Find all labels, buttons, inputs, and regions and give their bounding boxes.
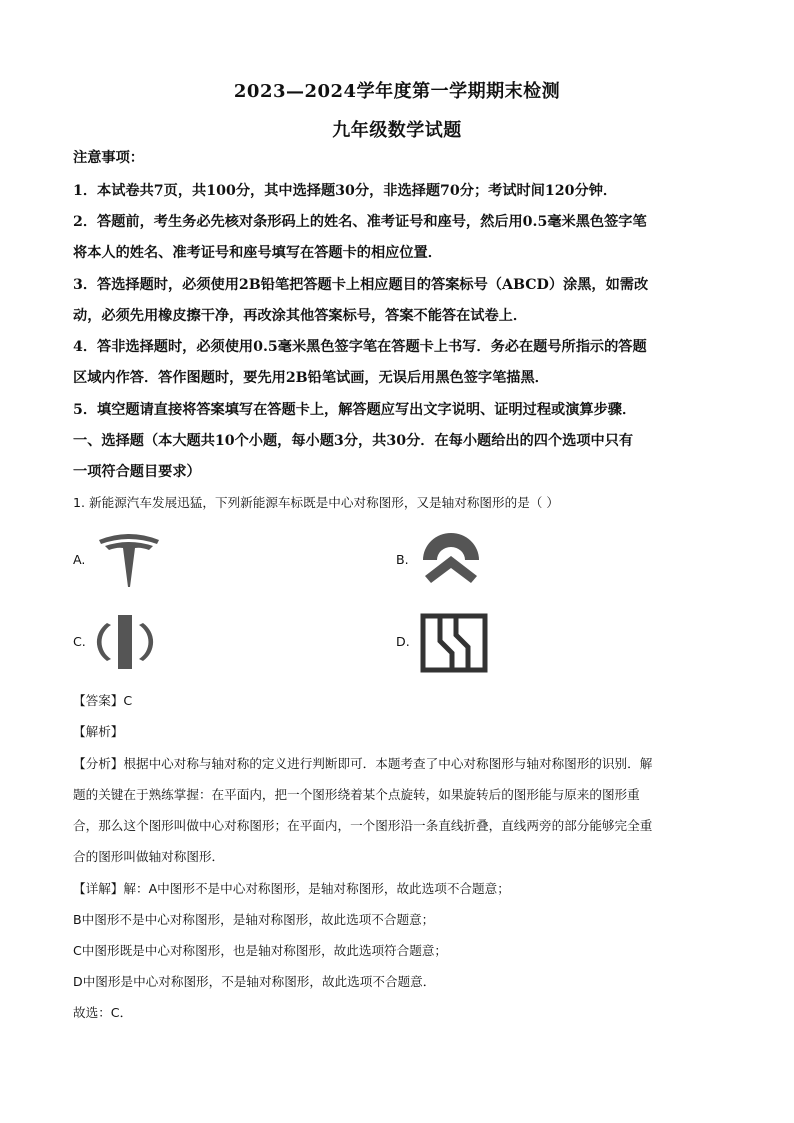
analysis-line-4: 合的图形叫做轴对称图形． <box>73 849 225 864</box>
detail-line-3: C中图形既是中心对称图形，也是轴对称图形，故此选项符合题意； <box>73 943 448 958</box>
detail-line-1: 【详解】解：A中图形不是中心对称图形，是轴对称图形，故此选项不合题意； <box>73 881 510 896</box>
arch-chevron-logo-icon <box>421 532 481 590</box>
notice-item-3-cont: 动，必须先用橡皮擦干净，再改涂其他答案标号，答案不能答在试卷上． <box>73 308 528 324</box>
option-b-label: B. <box>396 552 409 567</box>
notice-heading: 注意事项： <box>73 150 144 166</box>
analysis-line-3: 合，那么这个图形叫做中心对称图形；在平面内，一个图形沿一条直线折叠，直线两旁的部分能够完全重 <box>73 818 653 833</box>
answer-line <box>73 686 725 716</box>
detail-line-4: D中图形是中心对称图形，不是轴对称图形，故此选项不合题意． <box>73 974 436 989</box>
notice-item-2-cont: 将本人的姓名、准考证号和座号填写在答题卡的相应位置． <box>73 245 442 261</box>
bar-parentheses-logo-icon <box>93 613 157 671</box>
option-a-label: A. <box>73 552 86 567</box>
tesla-logo-icon <box>97 532 161 588</box>
notice-item-2: 2．答题前，考生务必先核对条形码上的姓名、准考证号和座号，然后用0.5毫米黑色签字笔 <box>73 214 647 230</box>
square-stepped-line-logo-icon <box>420 613 488 673</box>
exam-subtitle: 九年级数学试题 <box>332 120 462 141</box>
exam-title: 2023—2024学年度第一学期期末检测 <box>233 81 561 102</box>
answer-tag: 【答案】 <box>73 693 124 708</box>
detail-line-2: B中图形不是中心对称图形，是轴对称图形，故此选项不合题意； <box>73 912 435 927</box>
analysis-line-1: 【分析】根据中心对称与轴对称的定义进行判断即可．本题考查了中心对称图形与轴对称图形的识别．解 <box>73 756 653 771</box>
notice-item-4: 4．答非选择题时，必须使用0.5毫米黑色签字笔在答题卡上书写．务必在题号所指示的答题 <box>73 339 647 355</box>
option-c-label: C. <box>73 634 86 649</box>
notice-item-4-cont: 区域内作答．答作图题时，要先用2B铅笔试画，无误后用黑色签字笔描黑． <box>73 370 549 386</box>
notice-item-3: 3．答选择题时，必须使用2B铅笔把答题卡上相应题目的答案标号（ABCD）涂黑，如需改 <box>73 277 649 293</box>
question-stem: 1. 新能源汽车发展迅猛，下列新能源车标既是中心对称图形，又是轴对称图形的是（ ） <box>73 495 559 510</box>
analysis-line-2: 题的关键在于熟练掌握：在平面内，把一个图形绕着某个点旋转，如果旋转后的图形能与原来的图形重 <box>73 787 640 802</box>
option-d-label: D. <box>396 634 410 649</box>
analysis-tag: 【解析】 <box>73 724 124 739</box>
notice-item-5: 5．填空题请直接将答案填写在答题卡上，解答题应写出文字说明、证明过程或演算步骤． <box>73 402 637 418</box>
detail-line-5: 故选：C． <box>73 1005 133 1020</box>
notice-item-1: 1．本试卷共7页，共100分，其中选择题30分，非选择题70分；考试时间120分钟． <box>73 183 618 199</box>
section-heading: 一、选择题（本大题共10个小题，每小题3分，共30分．在每小题给出的四个选项中只有 <box>73 433 634 449</box>
answer-value: C <box>123 693 133 708</box>
section-heading-cont: 一项符合题目要求） <box>73 464 201 480</box>
